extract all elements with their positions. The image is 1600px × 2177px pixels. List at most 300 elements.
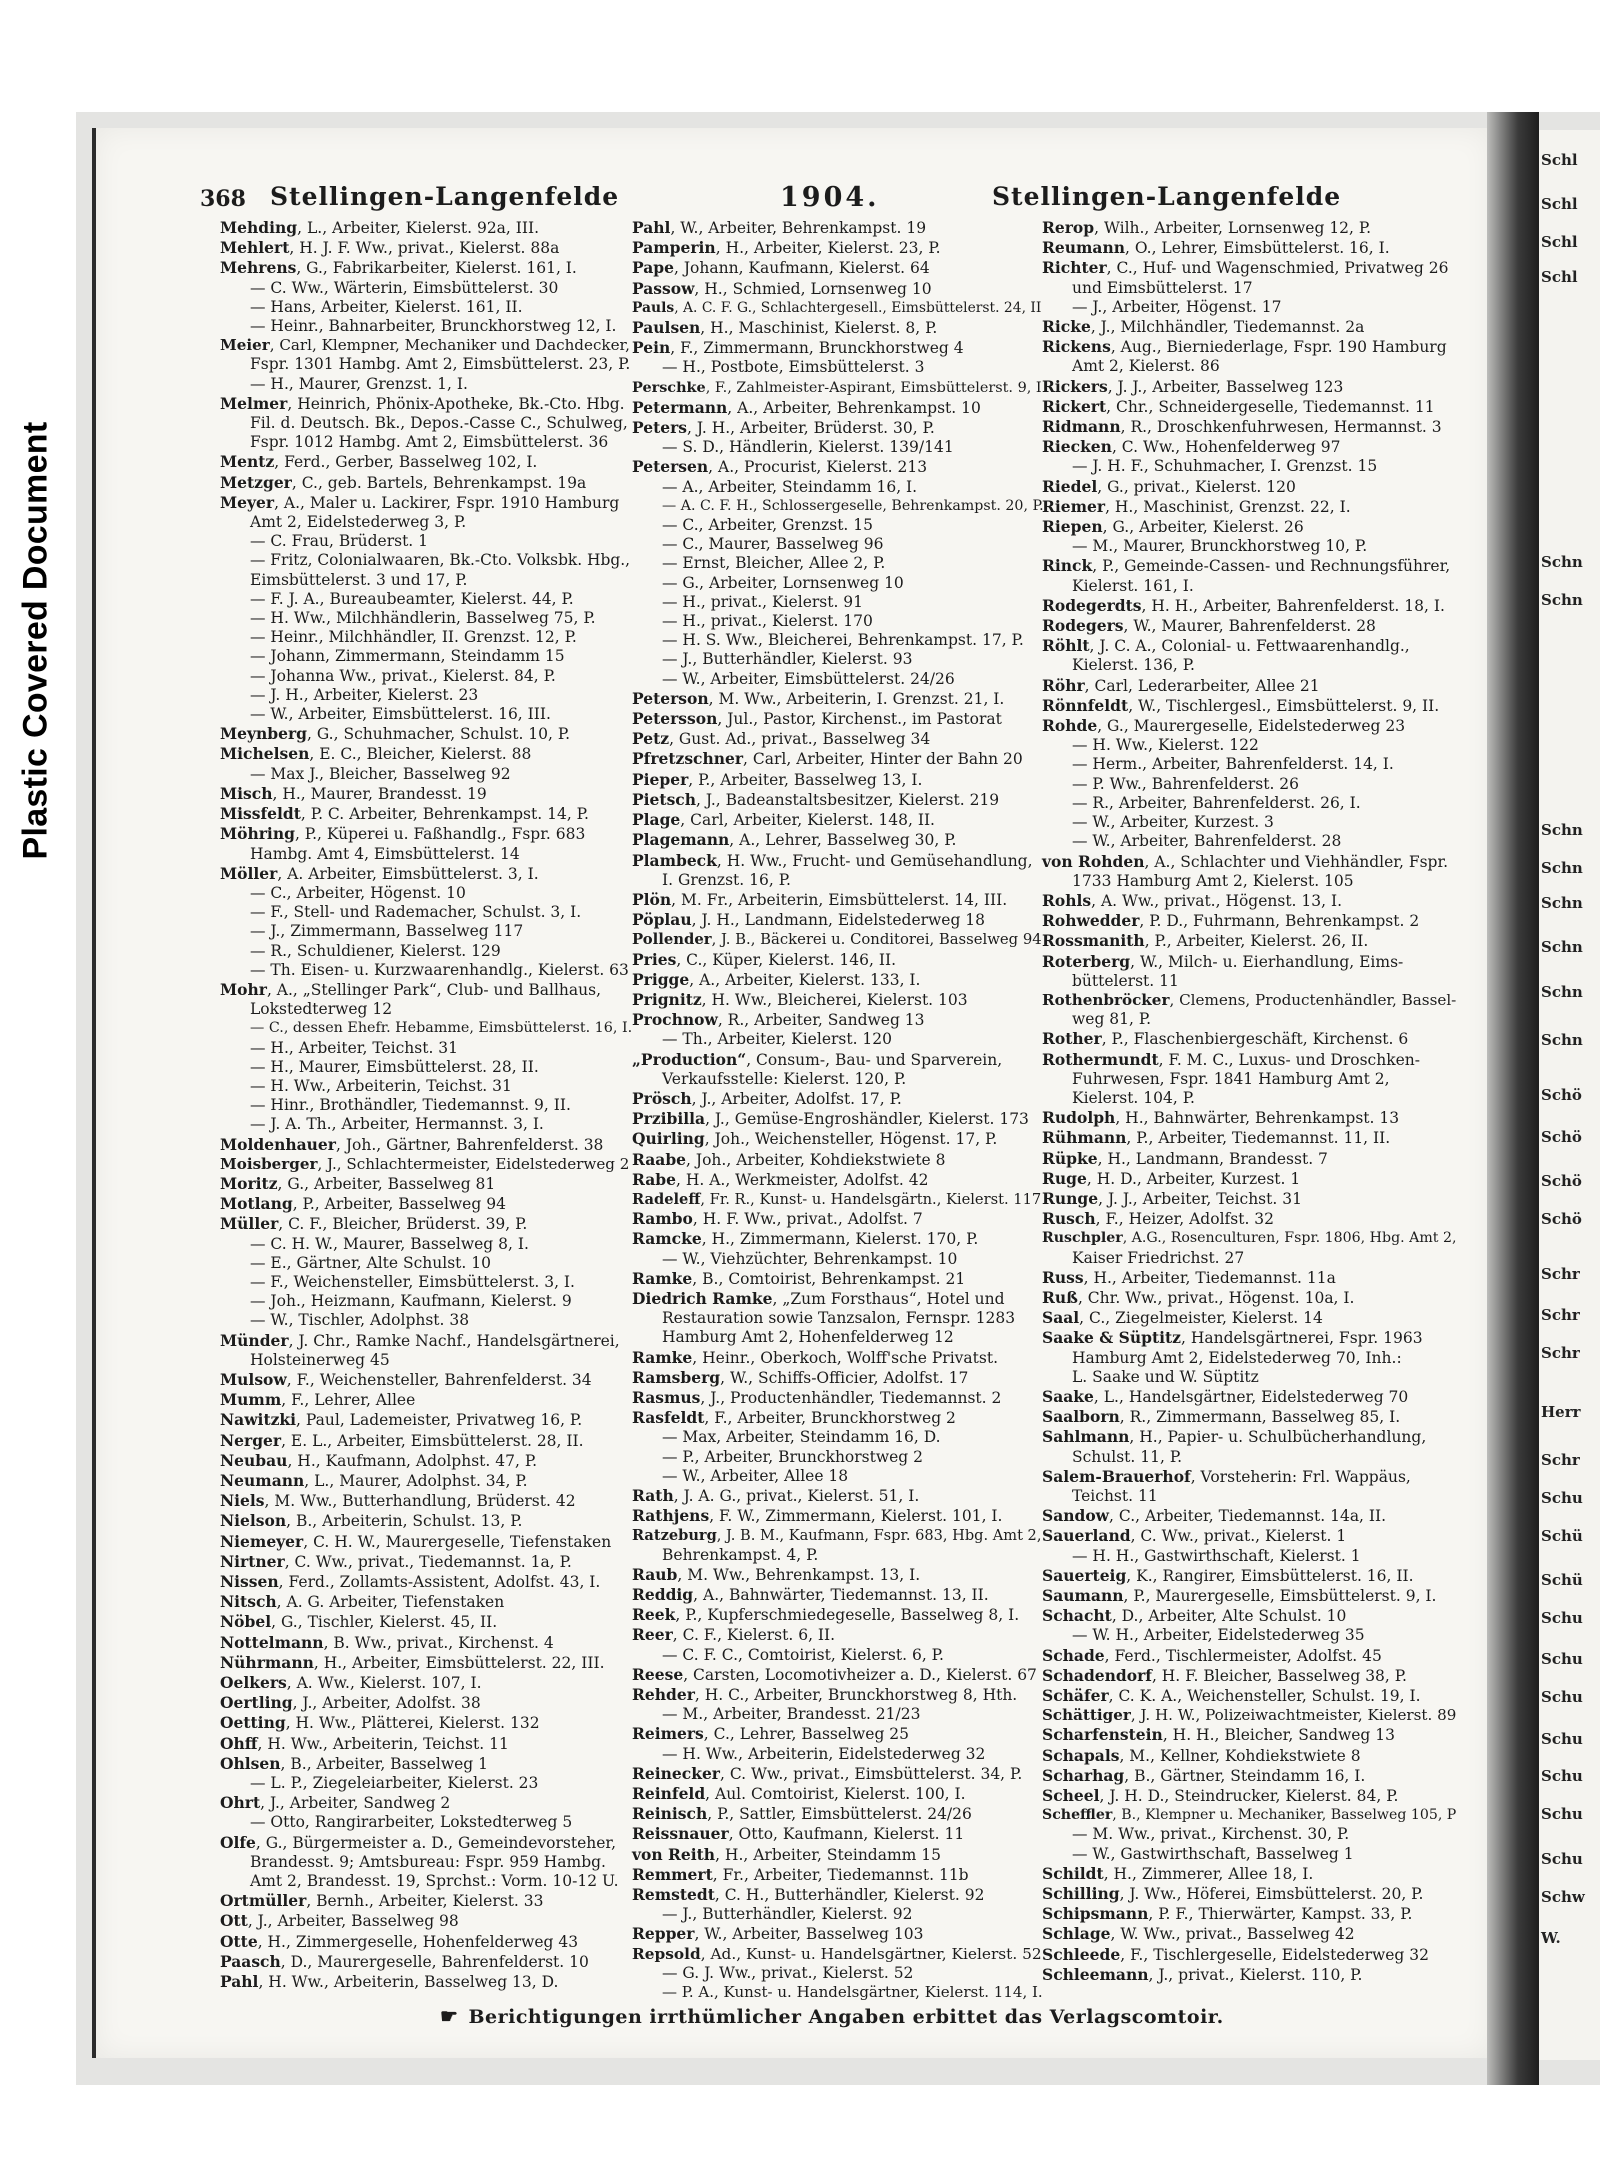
entry-details: , Chr. Ww., privat., Högenst. 10a, I. bbox=[1077, 1288, 1355, 1307]
directory-entry bbox=[1042, 755, 1457, 774]
directory-column-3 bbox=[1042, 218, 1457, 1988]
directory-entry bbox=[632, 1585, 1042, 1605]
directory-entry bbox=[632, 890, 1042, 910]
entry-details: — G. J. Ww., privat., Kielerst. 52 bbox=[662, 1963, 914, 1982]
entry-details: , E. L., Arbeiter, Eimsbüttelerst. 28, II. bbox=[281, 1431, 584, 1450]
adjacent-page-text: Schn bbox=[1541, 859, 1583, 878]
entry-surname: Nirtner bbox=[220, 1551, 285, 1571]
entry-surname: Pieper bbox=[632, 769, 689, 789]
entry-details: — Heinr., Milchhändler, II. Grenzst. 12, P. bbox=[250, 628, 577, 647]
directory-entry bbox=[220, 1077, 630, 1096]
entry-surname: Schilling bbox=[1042, 1884, 1120, 1904]
directory-entry bbox=[1042, 1487, 1457, 1506]
entry-surname: Prignitz bbox=[632, 989, 702, 1009]
entry-details: — H., Arbeiter, Teichst. 31 bbox=[250, 1038, 459, 1057]
adjacent-page-text: W. bbox=[1541, 1929, 1561, 1948]
entry-details: , W., Maurer, Bahrenfelderst. 28 bbox=[1123, 617, 1376, 636]
entry-details: , H., Bahnwärter, Behrenkampst. 13 bbox=[1115, 1109, 1400, 1128]
directory-entry bbox=[632, 709, 1042, 729]
directory-entry bbox=[220, 1532, 630, 1552]
directory-entry bbox=[220, 724, 630, 744]
directory-entry bbox=[1042, 1506, 1457, 1526]
directory-entry bbox=[220, 1793, 630, 1813]
directory-entry bbox=[220, 1833, 630, 1853]
entry-surname: Schäfer bbox=[1042, 1686, 1109, 1706]
directory-entry bbox=[220, 1115, 630, 1134]
directory-entry bbox=[1042, 1945, 1457, 1965]
directory-entry bbox=[632, 729, 1042, 749]
entry-surname: Paasch bbox=[220, 1951, 281, 1971]
adjacent-page-text: Schl bbox=[1541, 267, 1578, 286]
adjacent-page-text: Schö bbox=[1541, 1172, 1582, 1191]
directory-entry bbox=[1042, 556, 1457, 576]
entry-details: — J. A. Th., Arbeiter, Hermannst. 3, I. bbox=[250, 1115, 544, 1134]
directory-entry bbox=[220, 1734, 630, 1754]
directory-entry bbox=[632, 1685, 1042, 1705]
directory-entry bbox=[220, 1612, 630, 1632]
entry-details: — Max J., Bleicher, Basselweg 92 bbox=[250, 764, 511, 783]
entry-details: — Th., Arbeiter, Kielerst. 120 bbox=[662, 1030, 893, 1049]
entry-surname: Rossmanith bbox=[1042, 931, 1145, 951]
entry-details: , Aug., Bierniederlage, Fspr. 190 Hamburg bbox=[1110, 338, 1447, 357]
directory-entry bbox=[1042, 1806, 1457, 1825]
directory-entry bbox=[632, 1229, 1042, 1249]
directory-entry bbox=[632, 1408, 1042, 1428]
directory-entry bbox=[1042, 991, 1457, 1010]
entry-surname: Moldenhauer bbox=[220, 1134, 336, 1154]
entry-details: , Carl, Arbeiter, Kielerst. 148, II. bbox=[680, 811, 935, 830]
entry-surname: Rehder bbox=[632, 1685, 695, 1705]
directory-entry bbox=[220, 647, 630, 666]
entry-surname: Rathjens bbox=[632, 1506, 710, 1526]
entry-surname: Perschke bbox=[632, 378, 706, 396]
entry-details: , C. Ww., privat., Kielerst. 1 bbox=[1130, 1527, 1347, 1546]
adjacent-page-text: Schr bbox=[1541, 1344, 1580, 1363]
entry-details: — M. Ww., privat., Kirchenst. 30, P. bbox=[1072, 1825, 1350, 1844]
directory-entry bbox=[220, 1511, 630, 1531]
directory-entry bbox=[632, 810, 1042, 830]
entry-details: , Clemens, Productenhändler, Bassel- bbox=[1169, 990, 1457, 1009]
entry-surname: Ortmüller bbox=[220, 1891, 307, 1911]
directory-entry bbox=[632, 418, 1042, 438]
entry-details: , H., Maurer, Brandesst. 19 bbox=[272, 784, 487, 803]
entry-details: — W., Viehzüchter, Behrenkampst. 10 bbox=[662, 1249, 958, 1268]
directory-entry bbox=[1042, 377, 1457, 397]
directory-entry bbox=[1042, 1308, 1457, 1328]
directory-entry bbox=[1042, 852, 1457, 872]
directory-entry bbox=[220, 279, 630, 298]
entry-details: , C. K. A., Weichensteller, Schulst. 19, I. bbox=[1108, 1687, 1421, 1706]
entry-details: — C. H. W., Maurer, Basselweg 8, I. bbox=[250, 1234, 529, 1253]
adjacent-page-text: Schn bbox=[1541, 983, 1583, 1002]
entry-surname: Petersson bbox=[632, 709, 718, 729]
directory-entry bbox=[220, 238, 630, 258]
directory-entry bbox=[1042, 1010, 1457, 1029]
entry-surname: Ruß bbox=[1042, 1287, 1078, 1307]
entry-details: , G., Arbeiter, Kielerst. 26 bbox=[1102, 518, 1304, 537]
entry-surname: Remmert bbox=[632, 1864, 713, 1884]
adjacent-page-text: Schö bbox=[1541, 1127, 1582, 1146]
entry-details: — Th. Eisen- u. Kurzwaarenhandlg., Kielerst. 63 bbox=[250, 960, 629, 979]
entry-details: , H. Ww., Frucht- und Gemüsehandlung, bbox=[716, 851, 1033, 870]
page-number: 368 bbox=[200, 186, 246, 212]
entry-surname: Moisberger bbox=[220, 1154, 318, 1173]
entry-details: , B., Arbeiter, Basselweg 1 bbox=[280, 1754, 488, 1773]
directory-entry bbox=[220, 845, 630, 864]
directory-entry bbox=[220, 1135, 630, 1155]
directory-entry bbox=[632, 1486, 1042, 1506]
directory-entry bbox=[1042, 891, 1457, 911]
entry-surname: Möller bbox=[220, 863, 278, 883]
entry-surname: Ramke bbox=[632, 1347, 693, 1367]
entry-surname: „Production“ bbox=[632, 1049, 747, 1069]
entry-details: Fuhrwesen, Fspr. 1841 Hamburg Amt 2, bbox=[1072, 1069, 1390, 1088]
entry-details: — C., Maurer, Basselweg 96 bbox=[662, 535, 884, 554]
entry-surname: Mulsow bbox=[220, 1369, 287, 1389]
directory-entry bbox=[220, 1673, 630, 1693]
entry-details: , G., Schuhmacher, Schulst. 10, P. bbox=[307, 725, 571, 744]
entry-surname: Peterson bbox=[632, 688, 709, 708]
entry-details: — C., Arbeiter, Grenzst. 15 bbox=[662, 516, 874, 535]
adjacent-page-text: Schö bbox=[1541, 1086, 1582, 1105]
directory-entry bbox=[220, 1713, 630, 1733]
directory-entry bbox=[1042, 1526, 1457, 1546]
directory-entry bbox=[632, 770, 1042, 790]
entry-surname: Sauerland bbox=[1042, 1526, 1131, 1546]
entry-details: , A. Ww., privat., Högenst. 13, I. bbox=[1091, 891, 1343, 910]
adjacent-page-text: Schn bbox=[1541, 1031, 1583, 1050]
directory-entry bbox=[1042, 258, 1457, 278]
entry-surname: Pöplau bbox=[632, 910, 692, 930]
entry-surname: Roterberg bbox=[1042, 951, 1131, 971]
directory-entry bbox=[220, 1000, 630, 1019]
entry-details: , A., Arbeiter, Behrenkampst. 10 bbox=[727, 398, 981, 417]
directory-entry bbox=[220, 609, 630, 628]
entry-details: , H. J. F. Ww., privat., Kielerst. 88a bbox=[289, 239, 560, 258]
entry-details: — Max, Arbeiter, Steindamm 16, D. bbox=[662, 1428, 941, 1447]
entry-details: , P. C. Arbeiter, Behrenkampst. 14, P. bbox=[300, 805, 589, 824]
entry-details: , A., Lehrer, Basselweg 30, P. bbox=[729, 831, 957, 850]
entry-surname: Möhring bbox=[220, 824, 295, 844]
entry-details: , C. H., Butterhändler, Kielerst. 92 bbox=[714, 1886, 985, 1905]
directory-entry bbox=[220, 884, 630, 903]
entry-surname: Sahlmann bbox=[1042, 1427, 1130, 1447]
directory-entry bbox=[1042, 497, 1457, 517]
entry-details: , W., Milch- u. Eierhandlung, Eims- bbox=[1130, 952, 1404, 971]
entry-surname: Schapals bbox=[1042, 1745, 1120, 1765]
entry-details: — P., Arbeiter, Brunckhorstweg 2 bbox=[662, 1447, 924, 1466]
directory-entry bbox=[220, 705, 630, 724]
entry-surname: Rohwedder bbox=[1042, 911, 1140, 931]
entry-details: , Fr. R., Kunst- u. Handelsgärtn., Kielerst. 117 bbox=[700, 1190, 1042, 1208]
directory-entry bbox=[632, 1250, 1042, 1269]
entry-surname: Schade bbox=[1042, 1645, 1105, 1665]
directory-entry bbox=[632, 1328, 1042, 1347]
entry-details: Fspr. 1301 Hambg. Amt 2, Eimsbüttelerst. 23, P. bbox=[250, 355, 631, 374]
entry-details: , B. Ww., privat., Kirchenst. 4 bbox=[323, 1633, 554, 1652]
entry-details: , P., Gemeinde-Cassen- und Rechnungsführer, bbox=[1092, 557, 1451, 576]
entry-details: , H., Zimmerer, Allee 18, I. bbox=[1103, 1864, 1314, 1883]
entry-details: — L. P., Ziegeleiarbeiter, Kielerst. 23 bbox=[250, 1774, 539, 1793]
entry-surname: Raub bbox=[632, 1564, 678, 1584]
entry-details: Behrenkampst. 4, P. bbox=[662, 1545, 819, 1564]
entry-details: Eimsbüttelerst. 3 und 17, P. bbox=[250, 570, 468, 589]
directory-entry bbox=[1042, 1189, 1457, 1209]
entry-details: — W., Tischler, Adolphst. 38 bbox=[250, 1311, 470, 1330]
directory-entry bbox=[632, 1170, 1042, 1190]
directory-entry bbox=[632, 1050, 1042, 1070]
entry-details: , W., Arbeiter, Basselweg 103 bbox=[694, 1925, 924, 1944]
entry-surname: Rasmus bbox=[632, 1387, 701, 1407]
entry-details: , M. Fr., Arbeiterin, Eimsbüttelerst. 14, III. bbox=[671, 890, 1008, 909]
directory-entry bbox=[632, 457, 1042, 477]
entry-details: , H., Arbeiter, Kielerst. 23, P. bbox=[715, 239, 941, 258]
entry-details: , A., Schlachter und Viehhändler, Fspr. bbox=[1144, 852, 1449, 871]
adjacent-page-text: Schl bbox=[1541, 150, 1578, 169]
entry-surname: Raabe bbox=[632, 1149, 687, 1169]
adjacent-page-fragment bbox=[1539, 130, 1600, 2060]
entry-surname: Melmer bbox=[220, 393, 288, 413]
entry-details: , „Zum Forsthaus“, Hotel und bbox=[772, 1289, 1005, 1308]
directory-entry bbox=[1042, 736, 1457, 755]
directory-entry bbox=[1042, 1924, 1457, 1944]
entry-details: , Handelsgärtnerei, Fspr. 1963 bbox=[1180, 1329, 1423, 1348]
directory-entry bbox=[220, 336, 630, 355]
entry-details: Amt 2, Kielerst. 86 bbox=[1072, 357, 1220, 376]
entry-details: , P. D., Fuhrmann, Behrenkampst. 2 bbox=[1139, 912, 1420, 931]
entry-surname: Neubau bbox=[220, 1450, 288, 1470]
entry-surname: Diedrich Ramke bbox=[632, 1288, 773, 1308]
entry-details: — P. Ww., Bahrenfelderst. 26 bbox=[1072, 774, 1300, 793]
directory-entry bbox=[220, 1096, 630, 1115]
entry-details: , W., Arbeiter, Behrenkampst. 19 bbox=[670, 219, 927, 237]
entry-details: , J. J., Arbeiter, Basselweg 123 bbox=[1107, 377, 1344, 396]
entry-details: , H., Zimmergeselle, Hohenfelderweg 43 bbox=[257, 1932, 579, 1951]
entry-surname: Pauls bbox=[632, 299, 675, 316]
entry-surname: Plambeck bbox=[632, 850, 717, 870]
entry-surname: Pollender bbox=[632, 931, 712, 949]
directory-entry bbox=[1042, 1209, 1457, 1229]
directory-entry bbox=[632, 1209, 1042, 1229]
entry-details: weg 81, P. bbox=[1072, 1010, 1152, 1029]
directory-entry bbox=[220, 355, 630, 374]
directory-entry bbox=[632, 593, 1042, 612]
entry-surname: Saake bbox=[1042, 1386, 1094, 1406]
directory-entry bbox=[220, 1972, 630, 1992]
entry-details: , R., Arbeiter, Sandweg 13 bbox=[717, 1011, 925, 1030]
directory-entry bbox=[220, 1774, 630, 1793]
directory-entry bbox=[220, 1572, 630, 1592]
page-header bbox=[200, 182, 1342, 218]
side-label bbox=[6, 370, 66, 910]
adjacent-page-text: Schö bbox=[1541, 1210, 1582, 1229]
directory-entry bbox=[1042, 1169, 1457, 1189]
directory-entry bbox=[220, 493, 630, 513]
entry-details: , G., Fabrikarbeiter, Kielerst. 161, I. bbox=[296, 259, 577, 278]
entry-surname: Pfretzschner bbox=[632, 749, 744, 769]
entry-surname: Münder bbox=[220, 1330, 289, 1350]
entry-details: — J. H., Arbeiter, Kielerst. 23 bbox=[250, 685, 479, 704]
entry-details: — H., Maurer, Grenzst. 1, I. bbox=[250, 374, 468, 393]
directory-entry bbox=[632, 950, 1042, 970]
entry-details: , A. Ww., Kielerst. 107, I. bbox=[286, 1674, 482, 1693]
directory-entry bbox=[220, 922, 630, 941]
entry-details: Amt 2, Eidelstederweg 3, P. bbox=[250, 513, 467, 532]
entry-details: , Chr., Schneidergeselle, Tiedemannst. 11 bbox=[1106, 397, 1435, 416]
entry-details: , H. F. Ww., privat., Adolfst. 7 bbox=[692, 1210, 923, 1229]
entry-surname: Mentz bbox=[220, 452, 275, 472]
entry-details: , B., Gärtner, Steindamm 16, I. bbox=[1124, 1766, 1366, 1785]
directory-entry bbox=[1042, 716, 1457, 736]
directory-entry bbox=[1042, 832, 1457, 851]
entry-details: , H. D., Arbeiter, Kurzest. 1 bbox=[1086, 1169, 1301, 1188]
entry-details: — J., Zimmermann, Basselweg 117 bbox=[250, 922, 524, 941]
entry-details: — C. F. C., Comtoirist, Kielerst. 6, P. bbox=[662, 1645, 944, 1664]
entry-details: , H., Maschinist, Grenzst. 22, I. bbox=[1105, 497, 1351, 516]
entry-surname: Petermann bbox=[632, 397, 728, 417]
entry-surname: Reddig bbox=[632, 1585, 694, 1605]
directory-entry bbox=[632, 1546, 1042, 1565]
directory-entry bbox=[1042, 477, 1457, 497]
entry-details: — W. H., Arbeiter, Eidelstederweg 35 bbox=[1072, 1626, 1365, 1645]
entry-details: , W., Schiffs-Officier, Adolfst. 17 bbox=[720, 1368, 969, 1387]
entry-surname: Rickert bbox=[1042, 396, 1107, 416]
directory-entry bbox=[220, 1891, 630, 1911]
directory-entry bbox=[220, 804, 630, 824]
directory-entry bbox=[632, 1010, 1042, 1030]
directory-entry bbox=[1042, 1547, 1457, 1566]
entry-details: — H. H., Gastwirthschaft, Kielerst. 1 bbox=[1072, 1546, 1361, 1565]
entry-surname: Reissnauer bbox=[632, 1824, 729, 1844]
directory-entry bbox=[1042, 1328, 1457, 1348]
entry-details: — Joh., Heizmann, Kaufmann, Kielerst. 9 bbox=[250, 1292, 572, 1311]
entry-details: Kaiser Friedrichst. 27 bbox=[1072, 1248, 1245, 1267]
directory-entry bbox=[632, 1109, 1042, 1129]
entry-details: , A., Maler u. Lackirer, Fspr. 1910 Hamburg bbox=[274, 493, 620, 512]
adjacent-page-text: Schu bbox=[1541, 1767, 1583, 1786]
directory-entry bbox=[220, 375, 630, 394]
directory-entry bbox=[1042, 457, 1457, 476]
directory-entry bbox=[220, 942, 630, 961]
entry-surname: Remstedt bbox=[632, 1885, 715, 1905]
directory-entry bbox=[1042, 357, 1457, 376]
entry-details: — Heinr., Bahnarbeiter, Brunckhorstweg 12, I. bbox=[250, 317, 617, 336]
entry-details: , C., Arbeiter, Tiedemannst. 14a, II. bbox=[1109, 1507, 1387, 1526]
directory-entry bbox=[632, 1745, 1042, 1764]
directory-entry bbox=[1042, 1706, 1457, 1725]
entry-details: Hamburg Amt 2, Hohenfelderweg 12 bbox=[662, 1328, 954, 1347]
entry-details: — E., Gärtner, Alte Schulst. 10 bbox=[250, 1253, 491, 1272]
entry-surname: Ohlsen bbox=[220, 1753, 281, 1773]
directory-entry bbox=[1042, 1448, 1457, 1467]
entry-details: — H., privat., Kielerst. 170 bbox=[662, 612, 873, 631]
directory-entry bbox=[1042, 931, 1457, 951]
entry-details: , Johann, Kaufmann, Kielerst. 64 bbox=[673, 259, 930, 278]
directory-entry bbox=[1042, 1368, 1457, 1387]
entry-details: , P., Küperei u. Faßhandlg., Fspr. 683 bbox=[294, 825, 586, 844]
directory-entry bbox=[1042, 1288, 1457, 1308]
directory-entry bbox=[1042, 238, 1457, 258]
entry-surname: Riedel bbox=[1042, 476, 1098, 496]
entry-surname: Rodegerdts bbox=[1042, 595, 1142, 615]
entry-surname: Reese bbox=[632, 1664, 684, 1684]
entry-details: — R., Schuldiener, Kielerst. 129 bbox=[250, 941, 501, 960]
pointing-hand-icon: ☛ bbox=[440, 2004, 459, 2028]
directory-entry bbox=[220, 784, 630, 804]
directory-entry bbox=[632, 830, 1042, 850]
entry-details: , Aul. Comtoirist, Kielerst. 100, I. bbox=[705, 1785, 966, 1804]
entry-details: , J., Badeanstaltsbesitzer, Kielerst. 219 bbox=[696, 790, 1000, 809]
directory-entry bbox=[632, 1348, 1042, 1368]
entry-details: , Gust. Ad., privat., Basselweg 34 bbox=[669, 730, 931, 749]
entry-details: , J. Ww., Höferei, Eimsbüttelerst. 20, P. bbox=[1119, 1885, 1424, 1904]
entry-details: , H. H., Bleicher, Sandweg 13 bbox=[1162, 1726, 1396, 1745]
entry-surname: Nöbel bbox=[220, 1612, 272, 1632]
entry-details: , P., Arbeiter, Basselweg 94 bbox=[292, 1195, 506, 1214]
directory-year: 1904. bbox=[780, 182, 880, 213]
entry-details: , J., Arbeiter, Basselweg 98 bbox=[247, 1912, 459, 1931]
directory-entry bbox=[1042, 218, 1457, 238]
entry-surname: Prösch bbox=[632, 1088, 692, 1108]
directory-entry bbox=[1042, 1407, 1457, 1427]
entry-surname: Rönnfeldt bbox=[1042, 695, 1129, 715]
directory-entry bbox=[632, 1924, 1042, 1944]
entry-surname: Olfe bbox=[220, 1832, 256, 1852]
directory-entry bbox=[632, 851, 1042, 871]
directory-entry bbox=[220, 1292, 630, 1311]
directory-entry bbox=[1042, 1825, 1457, 1844]
entry-surname: Paulsen bbox=[632, 318, 701, 338]
directory-entry bbox=[220, 532, 630, 551]
entry-details: , F., Zimmermann, Brunckhorstweg 4 bbox=[670, 339, 964, 358]
entry-details: , G., Arbeiter, Basselweg 81 bbox=[277, 1174, 496, 1193]
entry-details: , F., Weichensteller, Bahrenfelderst. 34 bbox=[286, 1370, 592, 1389]
entry-surname: Schleede bbox=[1042, 1944, 1121, 1964]
directory-entry bbox=[632, 1269, 1042, 1289]
entry-surname: Nitsch bbox=[220, 1592, 277, 1612]
directory-entry bbox=[1042, 813, 1457, 832]
directory-entry bbox=[220, 590, 630, 609]
directory-entry bbox=[220, 1471, 630, 1491]
entry-details: , J., Milchhändler, Tiedemannst. 2a bbox=[1090, 318, 1365, 337]
directory-entry bbox=[220, 1813, 630, 1832]
entry-surname: Meier bbox=[220, 336, 270, 355]
entry-surname: Rohde bbox=[1042, 716, 1098, 736]
entry-surname: Rambo bbox=[632, 1209, 693, 1229]
entry-surname: Passow bbox=[632, 278, 695, 298]
entry-details: , J. B., Bäckerei u. Conditorei, Basselweg 94 bbox=[711, 931, 1042, 949]
adjacent-page-text: Schr bbox=[1541, 1306, 1580, 1325]
directory-entry bbox=[220, 744, 630, 764]
entry-surname: Saake & Süptitz bbox=[1042, 1328, 1181, 1348]
entry-details: Brandesst. 9; Amtsbureau: Fspr. 959 Hambg. bbox=[250, 1852, 606, 1871]
directory-entry bbox=[220, 961, 630, 980]
entry-details: und Eimsbüttelerst. 17 bbox=[1072, 278, 1253, 297]
entry-surname: Scheel bbox=[1042, 1786, 1100, 1806]
entry-details: , Otto, Kaufmann, Kielerst. 11 bbox=[728, 1825, 965, 1844]
entry-details: , D., Arbeiter, Alte Schulst. 10 bbox=[1111, 1607, 1347, 1626]
directory-entry bbox=[1042, 1786, 1457, 1806]
entry-surname: Ricke bbox=[1042, 317, 1091, 337]
entry-details: , H. F. Bleicher, Basselweg 38, P. bbox=[1151, 1666, 1407, 1685]
entry-details: , H. A., Werkmeister, Adolfst. 42 bbox=[675, 1170, 929, 1189]
directory-entry bbox=[632, 1565, 1042, 1585]
directory-entry bbox=[632, 1030, 1042, 1049]
directory-entry bbox=[220, 258, 630, 278]
entry-surname: Röhlt bbox=[1042, 636, 1090, 656]
entry-surname: Mehrens bbox=[220, 258, 297, 278]
entry-details: — R., Arbeiter, Bahrenfelderst. 26, I. bbox=[1072, 793, 1361, 812]
